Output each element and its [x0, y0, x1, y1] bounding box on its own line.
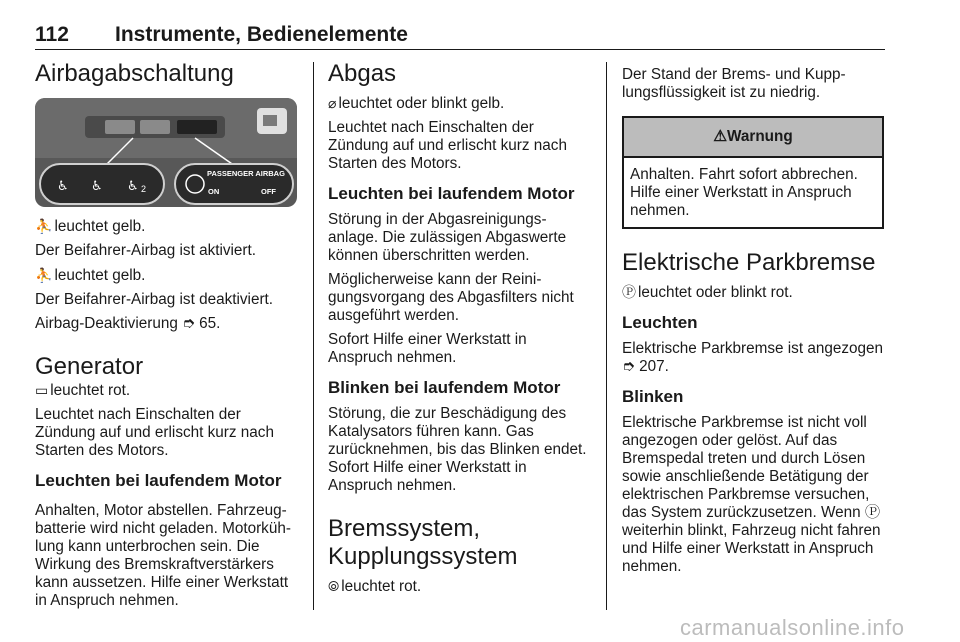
airbag-ref-text: Airbag-Deaktivierung: [35, 315, 178, 332]
dashboard-image: [35, 98, 297, 207]
parking-brake-icon: Ⓟ: [864, 504, 881, 521]
generator-subheading: Leuchten bei laufendem Motor: [35, 471, 282, 490]
epb-p3a: Elektrische Parkbremse ist nicht voll angezogen oder gelöst. Auf das Bremspedal treten und durch Lösen sowie anschließende Betätigung der elektrischen Parkbremse versuchen, das System zurückzusetzen. Wenn: [622, 414, 870, 521]
warning-body: Anhalten. Fahrt sofort abbrechen. Hilfe einer Werkstatt in Anspruch nehmen.: [630, 166, 858, 219]
on-label: ON: [208, 187, 220, 196]
svg-text:♿: ♿: [91, 179, 103, 194]
airbag-title: Airbagabschaltung: [35, 60, 234, 87]
warning-triangle-icon: ⚠: [713, 128, 727, 145]
watermark: carmanualsonline.info: [680, 615, 905, 640]
page-number: 112: [35, 23, 69, 46]
passenger-airbag-label: PASSENGER AIRBAG: [207, 169, 285, 178]
parking-brake-icon: Ⓟ: [622, 284, 636, 300]
airbag-off-desc: Der Beifahrer-Airbag ist deaktiviert.: [35, 291, 274, 308]
airbag-off-icon: ⛹: [35, 267, 53, 283]
abgas-p2: Störung in der Abgasreinigungsanlage. Die zulässigen Abgaswerte können überschritten werden.: [328, 211, 567, 264]
airbag-on-desc: Der Beifahrer-Airbag ist aktiviert.: [35, 242, 257, 259]
epb-p2: [622, 340, 884, 376]
generator-p1: Leuchtet nach Einschalten der Zündung auf und erlischt kurz nach Starten des Motors.: [35, 406, 274, 459]
brake-icon-text: leuchtet rot.: [341, 578, 422, 595]
airbag-on-icon: ⛹: [35, 218, 53, 234]
brake-fluid-text: Der Stand der Brems- und Kupplungsflüssigkeit ist zu niedrig.: [622, 66, 846, 101]
abgas-icon-text: leuchtet oder blinkt gelb.: [338, 95, 505, 112]
airbag-on-line: [35, 217, 297, 236]
airbag-off-text: leuchtet gelb.: [54, 267, 146, 284]
abgas-p4: Sofort Hilfe einer Werkstatt in Anspruch nehmen.: [328, 331, 527, 366]
generator-p2: Anhalten, Motor abstellen. Fahrzeugbatterie wird nicht geladen. Motorkühlung kann unterbrochen sein. Die Wirkung des Bremskraftverstärkers kann aussetzen. Hilfe einer Werkstatt in Anspruch nehmen.: [35, 502, 291, 609]
column-2: [328, 60, 590, 596]
abgas-title: Abgas: [328, 60, 397, 87]
warning-header: [624, 118, 882, 158]
warning-title: Warnung: [727, 128, 793, 145]
seat-number: 2: [141, 184, 147, 194]
brake-line: [328, 577, 590, 596]
column-divider-1: [313, 62, 314, 610]
epb-line: [622, 283, 884, 302]
svg-text:♿: ♿: [127, 179, 139, 194]
abgas-p3: Möglicherweise kann der Reinigungsvorgang des Abgasfilters nicht ausgeführt werden.: [328, 271, 574, 324]
abgas-subheading-1: Leuchten bei laufendem Motor: [328, 184, 575, 203]
abgas-line: [328, 94, 590, 113]
column-1: [35, 60, 297, 610]
airbag-off-line: [35, 266, 297, 285]
abgas-p1: Leuchtet nach Einschalten der Zündung auf und erlischt kurz nach Starten des Motors.: [328, 119, 567, 172]
off-label: OFF: [261, 187, 276, 196]
column-3: [622, 60, 884, 576]
battery-icon: ▭: [35, 382, 49, 398]
page-header: [35, 23, 885, 51]
epb-p3b: weiterhin blinkt, Fahrzeug nicht fahren und Hilfe einer Werkstatt in Anspruch nehmen.: [622, 522, 881, 575]
brake-warning-icon: ⦾: [328, 578, 340, 594]
epb-subheading-2: Blinken: [622, 387, 684, 406]
warning-box: [622, 116, 884, 229]
epb-subheading-1: Leuchten: [622, 313, 698, 332]
brake-title-1: Bremssystem,: [328, 515, 481, 542]
abgas-p5: Störung, die zur Beschädigung des Katalysators führen kann. Gas zurücknehmen, bis das Blinken endet. Sofort Hilfe einer Werkstatt in Anspruch nehmen.: [328, 405, 587, 494]
svg-text:♿: ♿: [57, 179, 69, 194]
epb-title: Elektrische Parkbremse: [622, 249, 876, 276]
column-divider-2: [606, 62, 607, 610]
epb-ref-page[interactable]: 207.: [639, 358, 669, 375]
epb-p2-text: Elektrische Parkbremse ist angezogen: [622, 340, 884, 357]
epb-icon-text: leuchtet oder blinkt rot.: [638, 284, 793, 301]
airbag-ref-page[interactable]: 65.: [199, 315, 221, 332]
airbag-on-text: leuchtet gelb.: [54, 218, 146, 235]
epb-p3: [622, 414, 884, 576]
engine-icon: ⌀: [328, 95, 337, 111]
generator-icon-text: leuchtet rot.: [50, 382, 131, 399]
brake-title-2: Kupplungssystem: [328, 543, 518, 570]
generator-line: [35, 381, 297, 400]
section-title: Instrumente, Bedienelemente: [115, 23, 408, 46]
airbag-ref: [35, 315, 297, 333]
abgas-subheading-2: Blinken bei laufendem Motor: [328, 378, 561, 397]
reference-arrow-icon: ➮: [182, 315, 195, 332]
reference-arrow-icon: ➮: [622, 358, 635, 375]
header-rule: [35, 49, 885, 50]
generator-title: Generator: [35, 353, 144, 380]
